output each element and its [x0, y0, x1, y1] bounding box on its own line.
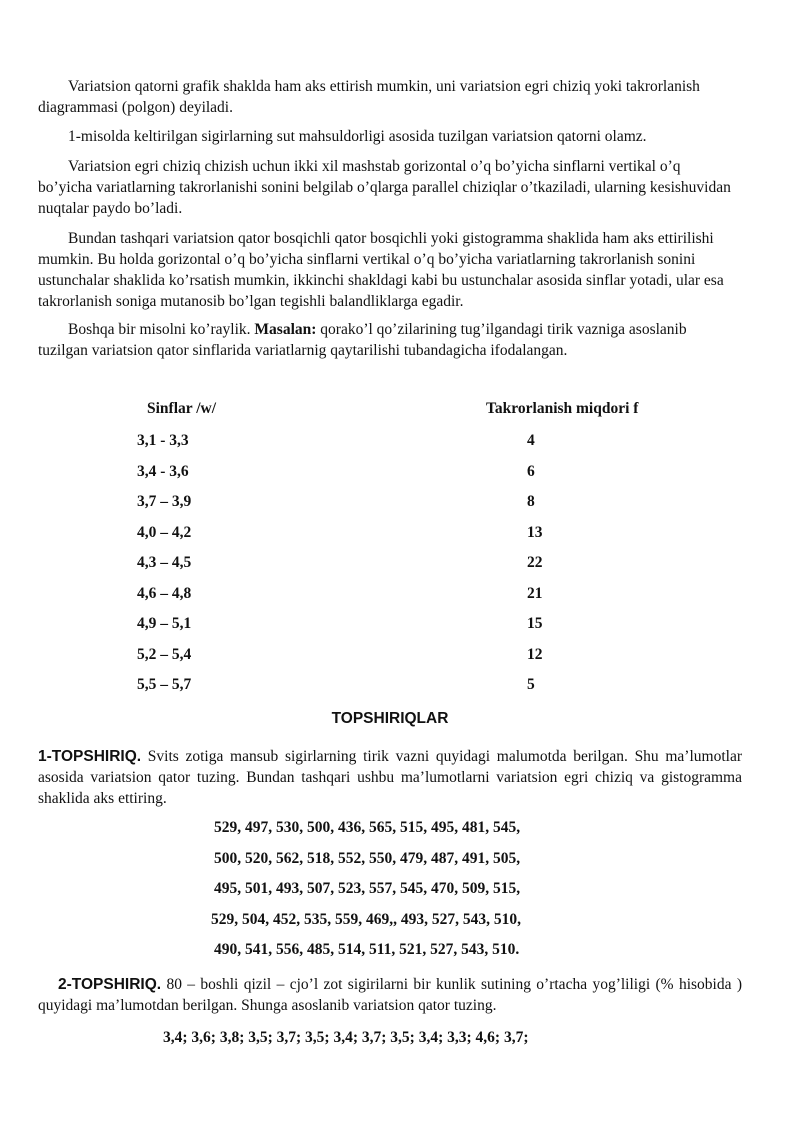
table-header-class: Sinflar /w/: [147, 400, 217, 417]
paragraph-5-end: qorako’l qo’zilarining tug’ilgandagi tirik vazniga asoslanib tuzilgan variatsion qator sinflarida variatlarnig qaytarilishi tubandagicha ifodalangan.: [38, 321, 687, 359]
task-2: [38, 974, 742, 1016]
table-cell-frequency: 5: [527, 676, 535, 693]
table-cell-class: 4,6 – 4,8: [137, 584, 192, 602]
task-1-label: 1-TOPSHIRIQ.: [38, 748, 142, 765]
table-cell-class: 3,4 - 3,6: [137, 462, 189, 480]
table-cell-class: 5,5 – 5,7: [137, 676, 192, 693]
table-cell-frequency: 4: [527, 432, 535, 449]
table-row: [137, 646, 557, 668]
paragraph-5: [38, 319, 738, 361]
task-1-data-line: 529, 497, 530, 500, 436, 565, 515, 495, 481, 545,: [214, 819, 521, 836]
tasks-title: TOPSHIRIQLAR: [331, 710, 449, 727]
task-1-data-line: 500, 520, 562, 518, 552, 550, 479, 487, 491, 505,: [214, 849, 521, 867]
table-row: [137, 432, 557, 454]
table-header-frequency: Takrorlanish miqdori f: [486, 400, 639, 417]
table-cell-frequency: 8: [527, 493, 535, 510]
task-2-text: 80 – boshli qizil – cjo’l zot sigirilarni bir kunlik sutining o’rtacha yog’liligi (% hisobida ) quyidagi ma’lumotdan berilgan. Shunga asoslanib variatsion qator tuzing.: [38, 976, 742, 1014]
table-cell-class: 3,1 - 3,3: [137, 432, 189, 449]
table-row: [137, 615, 557, 637]
table-cell-frequency: 13: [527, 523, 543, 541]
table-cell-frequency: 22: [527, 554, 543, 571]
paragraph-4: Bundan tashqari variatsion qator bosqichli qator bosqichli yoki gistogramma shaklida ham aks ettirilishi mumkin. Bu holda gorizontal o’q bo’yicha sinflarni vertikal o’q bo’yicha variatlarning takrorlanish sonini ustunchalar shaklida ko’rsatish mumkin, ikkinchi shakldagi kabi bu ustunchalar asosida sinflar yotadi, ular esa takrorlanish soniga mutanosib bo’lgan tegishli balandliklarga egadir.: [38, 230, 724, 310]
table-cell-frequency: 12: [527, 645, 543, 663]
table-cell-frequency: 15: [527, 615, 543, 632]
task-1-data-line: 495, 501, 493, 507, 523, 557, 545, 470, 509, 515,: [214, 880, 521, 897]
task-1-text: Svits zotiga mansub sigirlarning tirik vazni quyidagi malumotda berilgan. Shu ma’lumotlar asosida variatsion qator tuzing. Bundan tashqari ushbu ma’lumotlarni variatsion egri chiziq va gistogramma shaklida aks ettiring.: [38, 748, 742, 807]
table-cell-class: 5,2 – 5,4: [137, 645, 192, 663]
table-cell-class: 3,7 – 3,9: [137, 493, 192, 510]
paragraph-3: Variatsion egri chiziq chizish uchun ikki xil mashstab gorizontal o’q bo’yicha sinflarni vertikal o’q bo’yicha variatlarning takrorlanishi sonini belgilab o’qlarga parallel chiziqlar o’tkaziladi, ularning kesishuvidan nuqtalar paydo bo’ladi.: [38, 158, 731, 217]
paragraph-2: 1-misolda keltirilgan sigirlarning sut mahsuldorligi asosida tuzilgan variatsion qatorni olamz.: [68, 128, 647, 145]
table-row: [137, 463, 557, 485]
task-1: [38, 746, 742, 809]
paragraph-1: Variatsion qatorni grafik shaklda ham aks ettirish mumkin, uni variatsion egri chiziq yoki takrorlanish diagrammasi (polgon) deyiladi.: [38, 78, 700, 116]
table-cell-class: 4,3 – 4,5: [137, 554, 192, 571]
table-row: [137, 554, 557, 576]
table-row: [137, 524, 557, 546]
table-row: [137, 676, 557, 698]
table-row: [137, 585, 557, 607]
task-2-label: 2-TOPSHIRIQ.: [58, 976, 162, 993]
paragraph-5-bold: Masalan:: [254, 321, 317, 338]
paragraph-5-start: Boshqa bir misolni ko’raylik.: [68, 321, 255, 338]
task-1-data-line: 529, 504, 452, 535, 559, 469,, 493, 527, 543, 510,: [211, 910, 521, 928]
table-cell-frequency: 6: [527, 462, 535, 480]
table-cell-frequency: 21: [527, 584, 543, 602]
table-row: [137, 493, 557, 515]
task-1-data-line: 490, 541, 556, 485, 514, 511, 521, 527, 543, 510.: [214, 941, 520, 958]
table-cell-class: 4,0 – 4,2: [137, 523, 192, 541]
task-2-data-line: 3,4; 3,6; 3,8; 3,5; 3,7; 3,5; 3,4; 3,7; 3,5; 3,4; 3,3; 4,6; 3,7;: [163, 1029, 529, 1046]
table-cell-class: 4,9 – 5,1: [137, 615, 192, 632]
